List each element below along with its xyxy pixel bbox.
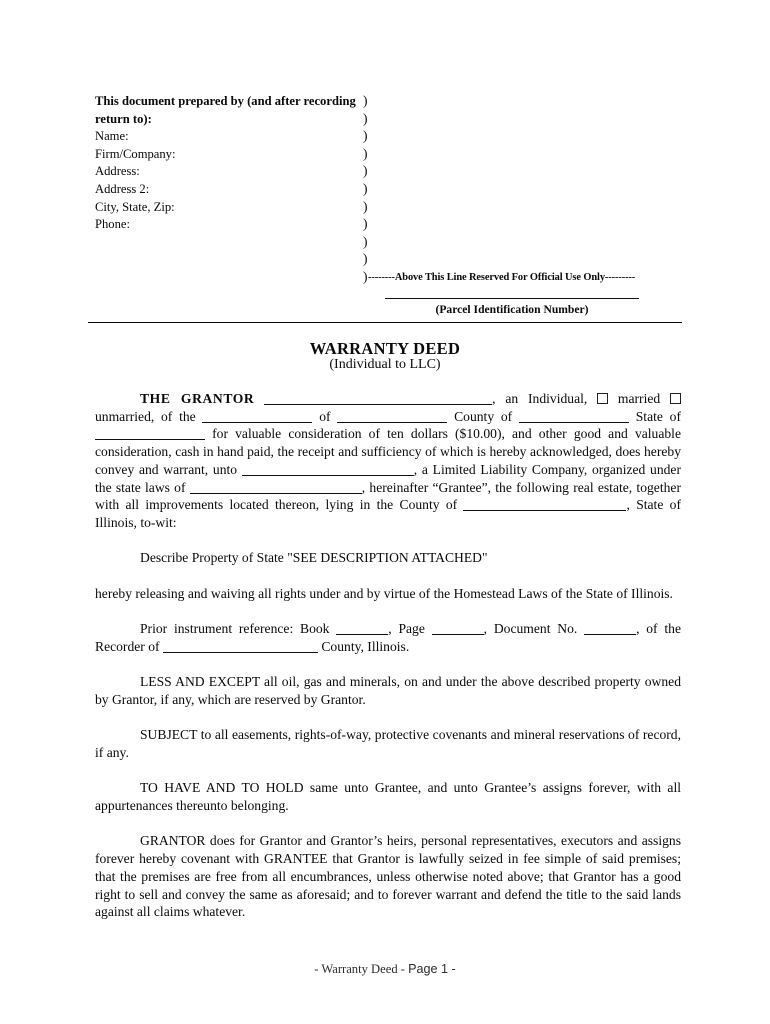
covenant-text: GRANTOR does for Grantor and Grantor’s heirs, personal representatives, executors and assigns forever hereby covenant with GRANTEE that Grantor is lawfully seized in fee simple of said premises; that the premises are free from all encumbrances, unless otherwise noted above; that Grantor has a good right to sell and convey the same as aforesaid; and to forever warrant and defend the title to the said lands against all claims whatever.: [95, 833, 681, 920]
married-checkbox[interactable]: [597, 393, 608, 404]
covenant-paragraph: [95, 832, 681, 921]
phone-label: Phone:: [95, 217, 130, 232]
header-row: [95, 215, 681, 233]
paren-mark: ): [363, 163, 368, 179]
header-divider-rule: [88, 322, 682, 323]
county-blank[interactable]: [519, 411, 629, 423]
parcel-number-rule: [385, 298, 639, 299]
paren-mark: ): [363, 216, 368, 232]
footer-document-name: - Warranty Deed -: [314, 962, 409, 976]
paragraph-spacer: [95, 602, 681, 620]
paren-mark: ): [363, 268, 368, 284]
header-row: [95, 250, 681, 268]
paragraph-spacer: [95, 532, 681, 550]
paragraph-spacer: [95, 567, 681, 585]
book-blank[interactable]: [336, 623, 388, 635]
page-blank[interactable]: [432, 623, 484, 635]
less-and-except-text: LESS AND EXCEPT all oil, gas and minerals, on and under the above described property owned by Grantor, if any, which are reserved by Grantor.: [95, 674, 681, 707]
header-row: [95, 92, 681, 110]
paren-mark: ): [363, 145, 368, 161]
document-no-label: , Document No.: [483, 621, 578, 637]
prepared-by-line-1: This document prepared by (and after recording: [95, 94, 356, 108]
paragraph-spacer: [95, 709, 681, 727]
header-row: [95, 127, 681, 145]
consideration-text: for valuable consideration of ten dollars ($10.00), and other good and valuable consideration, cash in hand paid, the receipt and sufficiency of which is hereby acknowledged, does hereby convey and warrant, unto: [95, 426, 681, 477]
state-of-text: State of: [635, 408, 682, 424]
illinois-towit-text: , State of Illinois, to-wit:: [95, 497, 681, 530]
grantor-name-blank[interactable]: [264, 393, 492, 405]
less-and-except-paragraph: [95, 673, 681, 708]
document-body: [95, 390, 681, 921]
property-description-paragraph: [95, 549, 681, 567]
city-state-zip-label: City, State, Zip:: [95, 199, 175, 214]
grantee-text: , hereinafter “Grantee”, the following real estate, together with all improvements located thereon, lying in the County of: [95, 479, 681, 513]
name-label: Name:: [95, 129, 129, 144]
recorder-county-blank[interactable]: [163, 641, 318, 653]
married-label: married: [617, 391, 661, 406]
header-row: [95, 162, 681, 180]
paragraph-spacer: [95, 762, 681, 780]
header-row: [95, 180, 681, 198]
paren-mark: ): [363, 93, 368, 108]
paren-mark: ): [363, 110, 368, 126]
prior-instrument-paragraph: [95, 620, 681, 655]
llc-text: , a Limited Liability Company, organized under the state laws of: [95, 461, 681, 495]
prepared-by-line-2: return to):: [95, 111, 152, 126]
granting-clause-paragraph: [95, 390, 681, 532]
header-row: [95, 198, 681, 216]
grantee-name-blank[interactable]: [242, 464, 414, 476]
have-and-hold-text: TO HAVE AND TO HOLD same unto Grantee, and unto Grantee’s assigns forever, with all appurtenances thereunto belonging.: [95, 780, 681, 814]
county-of-text: County of: [454, 408, 513, 424]
paren-mark: ): [363, 180, 368, 196]
page-label: , Page: [388, 621, 425, 637]
paren-mark: ): [363, 198, 368, 214]
page-title: WARRANTY DEED: [309, 339, 461, 358]
parcel-identification-caption: (Parcel Identification Number): [435, 303, 589, 316]
recorder-of-text: , of the Recorder of: [95, 621, 681, 654]
of-text: of: [319, 408, 331, 424]
prepared-by-block: [95, 92, 681, 286]
subject-to-paragraph: [95, 726, 681, 761]
page-subtitle: (Individual to LLC): [329, 357, 441, 372]
subject-to-text: SUBJECT to all easements, rights-of-way, protective covenants and mineral reservations of record, if any.: [95, 727, 681, 760]
county-illinois-text: County, Illinois.: [321, 638, 410, 654]
homestead-paragraph: hereby releasing and waiving all rights under and by virtue of the Homestead Laws of the State of Illinois.: [95, 585, 673, 601]
state-laws-blank[interactable]: [190, 482, 362, 494]
official-use-notice: --------Above This Line Reserved For Official Use Only---------: [368, 272, 636, 283]
paragraph-spacer: [95, 815, 681, 833]
firm-company-label: Firm/Company:: [95, 146, 176, 161]
footer-page-number: Page 1 -: [408, 962, 456, 976]
grantor-heading: THE GRANTOR: [140, 391, 255, 406]
state-blank[interactable]: [95, 428, 205, 440]
document-no-blank[interactable]: [584, 623, 636, 635]
city-blank[interactable]: [337, 411, 447, 423]
address-label: Address:: [95, 164, 140, 179]
header-row: [95, 145, 681, 163]
paren-mark: ): [363, 233, 368, 249]
individual-text: , an Individual,: [492, 391, 588, 406]
address2-label: Address 2:: [95, 181, 150, 196]
property-county-blank[interactable]: [463, 499, 626, 511]
header-row: [95, 233, 681, 251]
paren-mark: ): [363, 128, 368, 144]
describe-property-text: Describe Property of State "SEE DESCRIPTION ATTACHED": [140, 550, 488, 566]
header-row: [95, 110, 681, 128]
unmarried-checkbox[interactable]: [670, 393, 681, 404]
paragraph-spacer: [95, 656, 681, 674]
prior-instrument-label: Prior instrument reference: Book: [140, 621, 330, 637]
municipality-blank[interactable]: [202, 411, 312, 423]
page-footer: [0, 960, 770, 978]
unmarried-text: unmarried, of the: [95, 408, 196, 424]
have-and-hold-paragraph: [95, 779, 681, 814]
paren-mark: ): [363, 251, 368, 267]
